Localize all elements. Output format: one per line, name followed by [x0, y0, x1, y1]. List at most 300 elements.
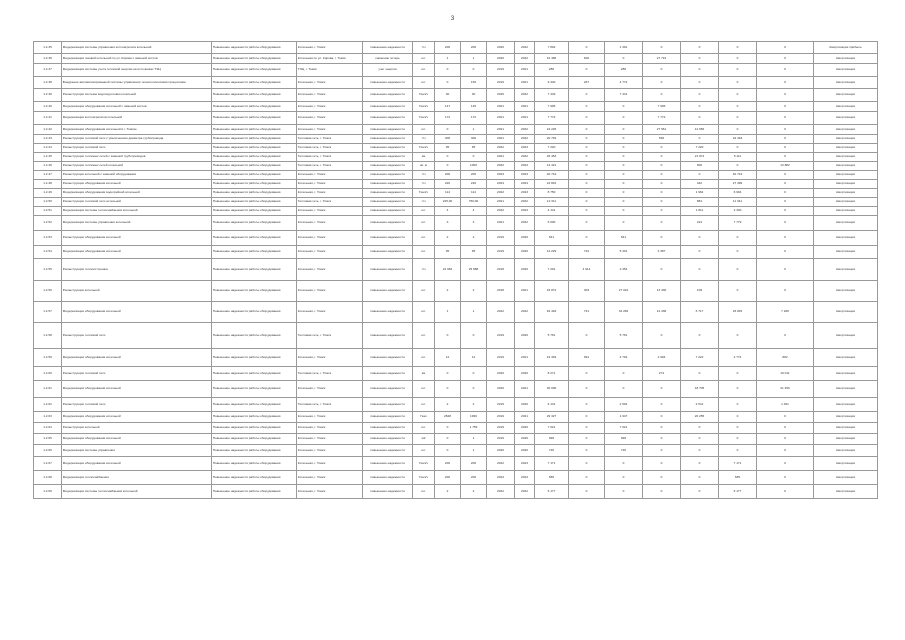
end-year-cell: 2022: [515, 302, 535, 323]
funding-source-cell: Амортизация: [814, 171, 878, 180]
cost-2022-cell: 442: [681, 180, 719, 189]
funding-source-cell: Амортизация: [814, 281, 878, 302]
cost-2023-cell: 0: [719, 112, 757, 125]
cost-2019-cell: 0: [569, 64, 605, 77]
project-goal-cell: Повышение надежности работы оборудования: [212, 349, 297, 367]
value-after-cell: 200: [461, 457, 487, 471]
value-after-cell: 220: [461, 180, 487, 189]
value-before-cell: 200: [435, 171, 461, 180]
cost-2023-cell: 18 845: [719, 302, 757, 323]
cost-2019-cell: 0: [569, 367, 605, 381]
project-goal-cell: Повышение надежности работы оборудования: [212, 412, 297, 423]
total-cost-cell: 16 486: [535, 54, 569, 64]
indicator-cell: учет энергии: [363, 64, 413, 77]
cost-2022-cell: 881: [681, 198, 719, 207]
start-year-cell: 2021: [487, 102, 515, 112]
cost-2023-cell: 0: [719, 89, 757, 102]
cost-2024-cell: 0: [757, 457, 814, 471]
unit-cell: Гкал/ч: [413, 471, 435, 485]
start-year-cell: 2022: [487, 144, 515, 153]
location-cell: Котельная, г. Томск: [297, 102, 363, 112]
indicator-cell: повышение надежности: [363, 89, 413, 102]
table-row: [34, 89, 878, 102]
project-name-cell: Модернизация системы управления котлоагрегата котельной: [62, 42, 212, 54]
cost-2019-cell: 0: [569, 471, 605, 485]
row-number-cell: 1.2.66: [34, 445, 62, 457]
unit-cell: шт.: [413, 349, 435, 367]
project-name-cell: Реконструкция котельной с заменой оборудования: [62, 171, 212, 180]
cost-2022-cell: 0: [681, 112, 719, 125]
cost-2024-cell: 0: [757, 281, 814, 302]
start-year-cell: 2022: [487, 485, 515, 499]
value-before-cell: 3: [435, 216, 461, 231]
start-year-cell: 2019: [487, 231, 515, 246]
table-row: [34, 102, 878, 112]
value-after-cell: 200: [461, 471, 487, 485]
cost-2022-cell: 2 541: [681, 398, 719, 412]
cost-2023-cell: 0: [719, 381, 757, 398]
total-cost-cell: 24 842: [535, 180, 569, 189]
cost-2019-cell: 991: [569, 349, 605, 367]
cost-2019-cell: 0: [569, 135, 605, 144]
cost-2023-cell: 7 779: [719, 216, 757, 231]
project-name-cell: Реконструкция котельной: [62, 281, 212, 302]
location-cell: Котельная, г. Томск: [297, 349, 363, 367]
funding-source-cell: Амортизация: [814, 485, 878, 499]
indicator-cell: повышение надежности: [363, 246, 413, 259]
location-cell: Котельная, г. Томск: [297, 125, 363, 135]
unit-cell: шт.: [413, 246, 435, 259]
start-year-cell: 2020: [487, 42, 515, 54]
cost-2024-cell: 0: [757, 102, 814, 112]
funding-source-cell: Амортизация: [814, 434, 878, 445]
row-number-cell: 1.2.61: [34, 381, 62, 398]
total-cost-cell: 641: [535, 231, 569, 246]
cost-2022-cell: 0: [681, 471, 719, 485]
location-cell: Котельная, г. Томск: [297, 485, 363, 499]
location-cell: Котельная, г. Томск: [297, 434, 363, 445]
cost-2019-cell: 0: [569, 125, 605, 135]
project-goal-cell: Повышение надежности работы оборудования: [212, 434, 297, 445]
cost-2020-cell: 720: [605, 445, 643, 457]
row-number-cell: 1.2.58: [34, 323, 62, 349]
cost-2024-cell: 0: [757, 42, 814, 54]
total-cost-cell: 7 220: [535, 144, 569, 153]
location-cell: Тепловая сеть, г. Томск: [297, 323, 363, 349]
total-cost-cell: 7 892: [535, 42, 569, 54]
cost-2024-cell: 0: [757, 412, 814, 423]
cost-2019-cell: 0: [569, 323, 605, 349]
unit-cell: Гкал/ч: [413, 89, 435, 102]
project-goal-cell: Повышение надежности работы оборудования: [212, 216, 297, 231]
cost-2023-cell: 6 994: [719, 189, 757, 198]
unit-cell: кв. м: [413, 162, 435, 171]
row-number-cell: 1.2.64: [34, 423, 62, 434]
project-goal-cell: Повышение надежности работы оборудования: [212, 398, 297, 412]
row-number-cell: 1.2.59: [34, 349, 62, 367]
location-cell: Котельная, г. Томск: [297, 89, 363, 102]
cost-2023-cell: 0: [719, 434, 757, 445]
end-year-cell: 2020: [515, 323, 535, 349]
cost-2019-cell: 0: [569, 434, 605, 445]
cost-2020-cell: 0: [605, 54, 643, 64]
cost-2023-cell: 40 744: [719, 171, 757, 180]
value-after-cell: 114: [461, 189, 487, 198]
cost-2021-cell: 7 772: [643, 112, 681, 125]
row-number-cell: 1.2.48: [34, 180, 62, 189]
funding-source-cell: Амортизация: [814, 180, 878, 189]
cost-2021-cell: 274: [643, 367, 681, 381]
value-before-cell: 2: [435, 485, 461, 499]
project-name-cell: Реконструкция оборудования котельной: [62, 180, 212, 189]
value-after-cell: 95: [461, 144, 487, 153]
unit-cell: шт.: [413, 381, 435, 398]
project-name-cell: Модернизация теплоснабжения: [62, 471, 212, 485]
location-cell: Котельная, г. Томск: [297, 171, 363, 180]
row-number-cell: 1.2.60: [34, 367, 62, 381]
location-cell: Котельная, г. Томск: [297, 259, 363, 281]
funding-source-cell: Амортизация: [814, 216, 878, 231]
row-number-cell: 1.2.55: [34, 259, 62, 281]
location-cell: Котельная, г. Томск: [297, 42, 363, 54]
table-row: [34, 302, 878, 323]
funding-source-cell: Амортизация: [814, 457, 878, 471]
project-goal-cell: Повышение надежности работы оборудования: [212, 102, 297, 112]
cost-2020-cell: 1 391: [605, 42, 643, 54]
cost-2022-cell: 0: [681, 259, 719, 281]
project-goal-cell: Повышение надежности работы оборудования: [212, 189, 297, 198]
investment-program-table: [33, 41, 878, 499]
table-row: [34, 259, 878, 281]
row-number-cell: 1.2.42: [34, 125, 62, 135]
start-year-cell: 2019: [487, 64, 515, 77]
cost-2020-cell: 0: [605, 144, 643, 153]
cost-2024-cell: 882: [757, 349, 814, 367]
project-goal-cell: Повышение надежности работы оборудования: [212, 445, 297, 457]
end-year-cell: 2020: [515, 445, 535, 457]
cost-2019-cell: 4 914: [569, 259, 605, 281]
cost-2024-cell: 0: [757, 259, 814, 281]
project-name-cell: Реконструкция тепловой сети котельной: [62, 198, 212, 207]
end-year-cell: 2021: [515, 77, 535, 89]
value-before-cell: 114: [435, 189, 461, 198]
start-year-cell: 2023: [487, 171, 515, 180]
cost-2020-cell: 641: [605, 231, 643, 246]
cost-2022-cell: 0: [681, 64, 719, 77]
cost-2021-cell: 0: [643, 207, 681, 216]
unit-cell: шт.: [413, 64, 435, 77]
cost-2022-cell: 6 717: [681, 302, 719, 323]
project-name-cell: Реконструкция тепловой сети: [62, 144, 212, 153]
cost-2022-cell: 0: [681, 54, 719, 64]
funding-source-cell: Амортизация: [814, 231, 878, 246]
value-after-cell: 0: [461, 153, 487, 162]
project-goal-cell: Повышение надежности работы оборудования: [212, 323, 297, 349]
row-number-cell: 1.2.47: [34, 171, 62, 180]
location-cell: Котельная, г. Томск: [297, 281, 363, 302]
cost-2021-cell: 0: [643, 180, 681, 189]
value-before-cell: 1: [435, 54, 461, 64]
cost-2021-cell: 0: [643, 89, 681, 102]
cost-2020-cell: 0: [605, 162, 643, 171]
indicator-cell: повышение надежности: [363, 423, 413, 434]
cost-2022-cell: 20 255: [681, 412, 719, 423]
cost-2024-cell: 0: [757, 423, 814, 434]
cost-2021-cell: 13 430: [643, 281, 681, 302]
table-body: [34, 42, 878, 499]
cost-2023-cell: 5 111: [719, 153, 757, 162]
end-year-cell: 2023: [515, 471, 535, 485]
cost-2022-cell: 900: [681, 162, 719, 171]
indicator-cell: повышение надежности: [363, 323, 413, 349]
cost-2021-cell: 0: [643, 412, 681, 423]
funding-source-cell: Амортизация: [814, 445, 878, 457]
cost-2021-cell: 596: [643, 135, 681, 144]
row-number-cell: 1.2.69: [34, 485, 62, 499]
cost-2023-cell: 0: [719, 102, 757, 112]
cost-2022-cell: 18 705: [681, 381, 719, 398]
end-year-cell: 2020: [515, 231, 535, 246]
project-name-cell: Реконструкция тепловой сети: [62, 323, 212, 349]
value-after-cell: 1: [461, 434, 487, 445]
end-year-cell: 2023: [515, 207, 535, 216]
cost-2024-cell: 0: [757, 485, 814, 499]
table-row: [34, 246, 878, 259]
cost-2024-cell: 0: [757, 471, 814, 485]
start-year-cell: 2020: [487, 381, 515, 398]
cost-2020-cell: 0: [605, 216, 643, 231]
cost-2021-cell: 0: [643, 323, 681, 349]
cost-2020-cell: 999: [605, 434, 643, 445]
cost-2022-cell: 7 222: [681, 349, 719, 367]
total-cost-cell: 23 872: [535, 281, 569, 302]
cost-2024-cell: 0: [757, 153, 814, 162]
project-name-cell: Модернизация оборудования котельной: [62, 349, 212, 367]
end-year-cell: 2022: [515, 216, 535, 231]
value-after-cell: 1: [461, 302, 487, 323]
value-after-cell: 25 888: [461, 259, 487, 281]
value-before-cell: 12: [435, 349, 461, 367]
cost-2021-cell: 0: [643, 189, 681, 198]
value-before-cell: 300: [435, 135, 461, 144]
unit-cell: Гкал/ч: [413, 144, 435, 153]
total-cost-cell: 24 226: [535, 125, 569, 135]
start-year-cell: 2022: [487, 189, 515, 198]
cost-2020-cell: 0: [605, 189, 643, 198]
table-row: [34, 445, 878, 457]
table-row: [34, 471, 878, 485]
cost-2019-cell: 600: [569, 54, 605, 64]
value-before-cell: 4: [435, 207, 461, 216]
value-before-cell: 2848: [435, 412, 461, 423]
cost-2020-cell: 34 282: [605, 302, 643, 323]
project-goal-cell: Повышение надежности работы оборудования: [212, 180, 297, 189]
cost-2023-cell: 685: [719, 471, 757, 485]
value-before-cell: 24 984: [435, 259, 461, 281]
value-after-cell: 0: [461, 323, 487, 349]
value-before-cell: 0: [435, 445, 461, 457]
unit-cell: шт.: [413, 398, 435, 412]
cost-2024-cell: 0: [757, 246, 814, 259]
cost-2023-cell: 0: [719, 125, 757, 135]
cost-2024-cell: 0: [757, 216, 814, 231]
location-cell: Котельная, г. Томск: [297, 412, 363, 423]
value-before-cell: 200: [435, 42, 461, 54]
value-before-cell: 95: [435, 144, 461, 153]
total-cost-cell: 30 000: [535, 381, 569, 398]
end-year-cell: 2023: [515, 189, 535, 198]
value-before-cell: 200: [435, 457, 461, 471]
total-cost-cell: 4 141: [535, 207, 569, 216]
table-row: [34, 112, 878, 125]
end-year-cell: 2021: [515, 349, 535, 367]
value-before-cell: 0: [435, 434, 461, 445]
project-name-cell: Модернизация системы теплоснабжения котельной: [62, 207, 212, 216]
cost-2020-cell: 0: [605, 198, 643, 207]
unit-cell: т/ч: [413, 198, 435, 207]
project-goal-cell: Повышение надежности работы оборудования: [212, 485, 297, 499]
value-after-cell: 3: [461, 216, 487, 231]
location-cell: Тепловая сеть, г. Томск: [297, 367, 363, 381]
project-goal-cell: Повышение надежности работы оборудования: [212, 112, 297, 125]
cost-2022-cell: 12 666: [681, 125, 719, 135]
cost-2024-cell: 0: [757, 445, 814, 457]
indicator-cell: повышение надежности: [363, 102, 413, 112]
cost-2024-cell: 16 011: [757, 367, 814, 381]
row-number-cell: 1.2.37: [34, 64, 62, 77]
row-number-cell: 1.2.57: [34, 302, 62, 323]
end-year-cell: 2021: [515, 412, 535, 423]
end-year-cell: 2023: [515, 171, 535, 180]
cost-2021-cell: 0: [643, 64, 681, 77]
value-after-cell: 0: [461, 381, 487, 398]
value-after-cell: 1990: [461, 412, 487, 423]
cost-2021-cell: 7 906: [643, 102, 681, 112]
unit-cell: км: [413, 153, 435, 162]
location-cell: Котельная, г. Томск: [297, 77, 363, 89]
end-year-cell: 2021: [515, 102, 535, 112]
unit-cell: т/ч: [413, 259, 435, 281]
cost-2022-cell: 1 964: [681, 189, 719, 198]
end-year-cell: 2022: [515, 485, 535, 499]
end-year-cell: 2021: [515, 112, 535, 125]
cost-2024-cell: 0: [757, 89, 814, 102]
value-before-cell: 0: [435, 423, 461, 434]
value-before-cell: 2: [435, 281, 461, 302]
indicator-cell: повышение надежности: [363, 457, 413, 471]
indicator-cell: повышение надежности: [363, 42, 413, 54]
location-cell: Тепловая сеть, г. Томск: [297, 398, 363, 412]
cost-2020-cell: 286: [605, 64, 643, 77]
funding-source-cell: Амортизация: [814, 64, 878, 77]
start-year-cell: 2022: [487, 162, 515, 171]
total-cost-cell: 6 131: [535, 398, 569, 412]
cost-2022-cell: 0: [681, 171, 719, 180]
start-year-cell: 2022: [487, 457, 515, 471]
total-cost-cell: 14 421: [535, 162, 569, 171]
table-row: [34, 180, 878, 189]
value-before-cell: 172: [435, 112, 461, 125]
funding-source-cell: Амортизация: [814, 207, 878, 216]
cost-2021-cell: 0: [643, 198, 681, 207]
funding-source-cell: Амортизация: [814, 349, 878, 367]
start-year-cell: 2019: [487, 412, 515, 423]
cost-2019-cell: 0: [569, 102, 605, 112]
value-before-cell: 147: [435, 102, 461, 112]
indicator-cell: повышение надежности: [363, 135, 413, 144]
unit-cell: Гкал/ч: [413, 189, 435, 198]
cost-2020-cell: 0: [605, 125, 643, 135]
cost-2019-cell: 0: [569, 198, 605, 207]
row-number-cell: 1.2.65: [34, 434, 62, 445]
location-cell: Тепловая сеть, г. Томск: [297, 135, 363, 144]
indicator-cell: повышение надежности: [363, 302, 413, 323]
table-row: [34, 144, 878, 153]
location-cell: Котельная, г. Томск: [297, 112, 363, 125]
value-after-cell: 1: [461, 445, 487, 457]
start-year-cell: 2020: [487, 89, 515, 102]
project-goal-cell: Повышение надежности работы оборудования: [212, 471, 297, 485]
funding-source-cell: Амортизация: [814, 144, 878, 153]
cost-2020-cell: 5 401: [605, 246, 643, 259]
funding-source-cell: Амортизация: [814, 135, 878, 144]
row-number-cell: 1.2.43: [34, 135, 62, 144]
cost-2019-cell: 0: [569, 207, 605, 216]
value-after-cell: 156: [461, 77, 487, 89]
value-before-cell: 0: [435, 125, 461, 135]
indicator-cell: повышение надежности: [363, 180, 413, 189]
cost-2019-cell: 0: [569, 144, 605, 153]
value-before-cell: 0: [435, 77, 461, 89]
table-row: [34, 323, 878, 349]
value-before-cell: 0: [435, 153, 461, 162]
cost-2022-cell: 224: [681, 216, 719, 231]
project-name-cell: Реконструкция тепловых сетей котельной: [62, 162, 212, 171]
value-before-cell: 0: [435, 367, 461, 381]
table-row: [34, 231, 878, 246]
row-number-cell: 1.2.68: [34, 471, 62, 485]
location-cell: Котельная, г. Томск: [297, 423, 363, 434]
value-after-cell: 2: [461, 231, 487, 246]
value-before-cell: 220: [435, 180, 461, 189]
total-cost-cell: 685: [535, 471, 569, 485]
cost-2021-cell: 0: [643, 144, 681, 153]
cost-2021-cell: 27 661: [643, 125, 681, 135]
cost-2024-cell: 0: [757, 198, 814, 207]
unit-cell: шт.: [413, 302, 435, 323]
row-number-cell: 1.2.52: [34, 216, 62, 231]
cost-2023-cell: 0: [719, 54, 757, 64]
cost-2024-cell: 0: [757, 207, 814, 216]
cost-2019-cell: 0: [569, 153, 605, 162]
indicator-cell: повышение надежности: [363, 162, 413, 171]
cost-2019-cell: 0: [569, 180, 605, 189]
table-row: [34, 485, 878, 499]
cost-2021-cell: 0: [643, 216, 681, 231]
unit-cell: шт.: [413, 485, 435, 499]
total-cost-cell: 8 271: [535, 367, 569, 381]
cost-2022-cell: 0: [681, 231, 719, 246]
row-number-cell: 1.2.67: [34, 457, 62, 471]
cost-2023-cell: 0: [719, 423, 757, 434]
cost-2022-cell: 0: [681, 135, 719, 144]
funding-source-cell: Амортизация: [814, 398, 878, 412]
project-goal-cell: Повышение надежности работы оборудования: [212, 231, 297, 246]
total-cost-cell: 19 349: [535, 349, 569, 367]
cost-2021-cell: 0: [643, 231, 681, 246]
end-year-cell: 2023: [515, 457, 535, 471]
cost-2019-cell: 267: [569, 77, 605, 89]
